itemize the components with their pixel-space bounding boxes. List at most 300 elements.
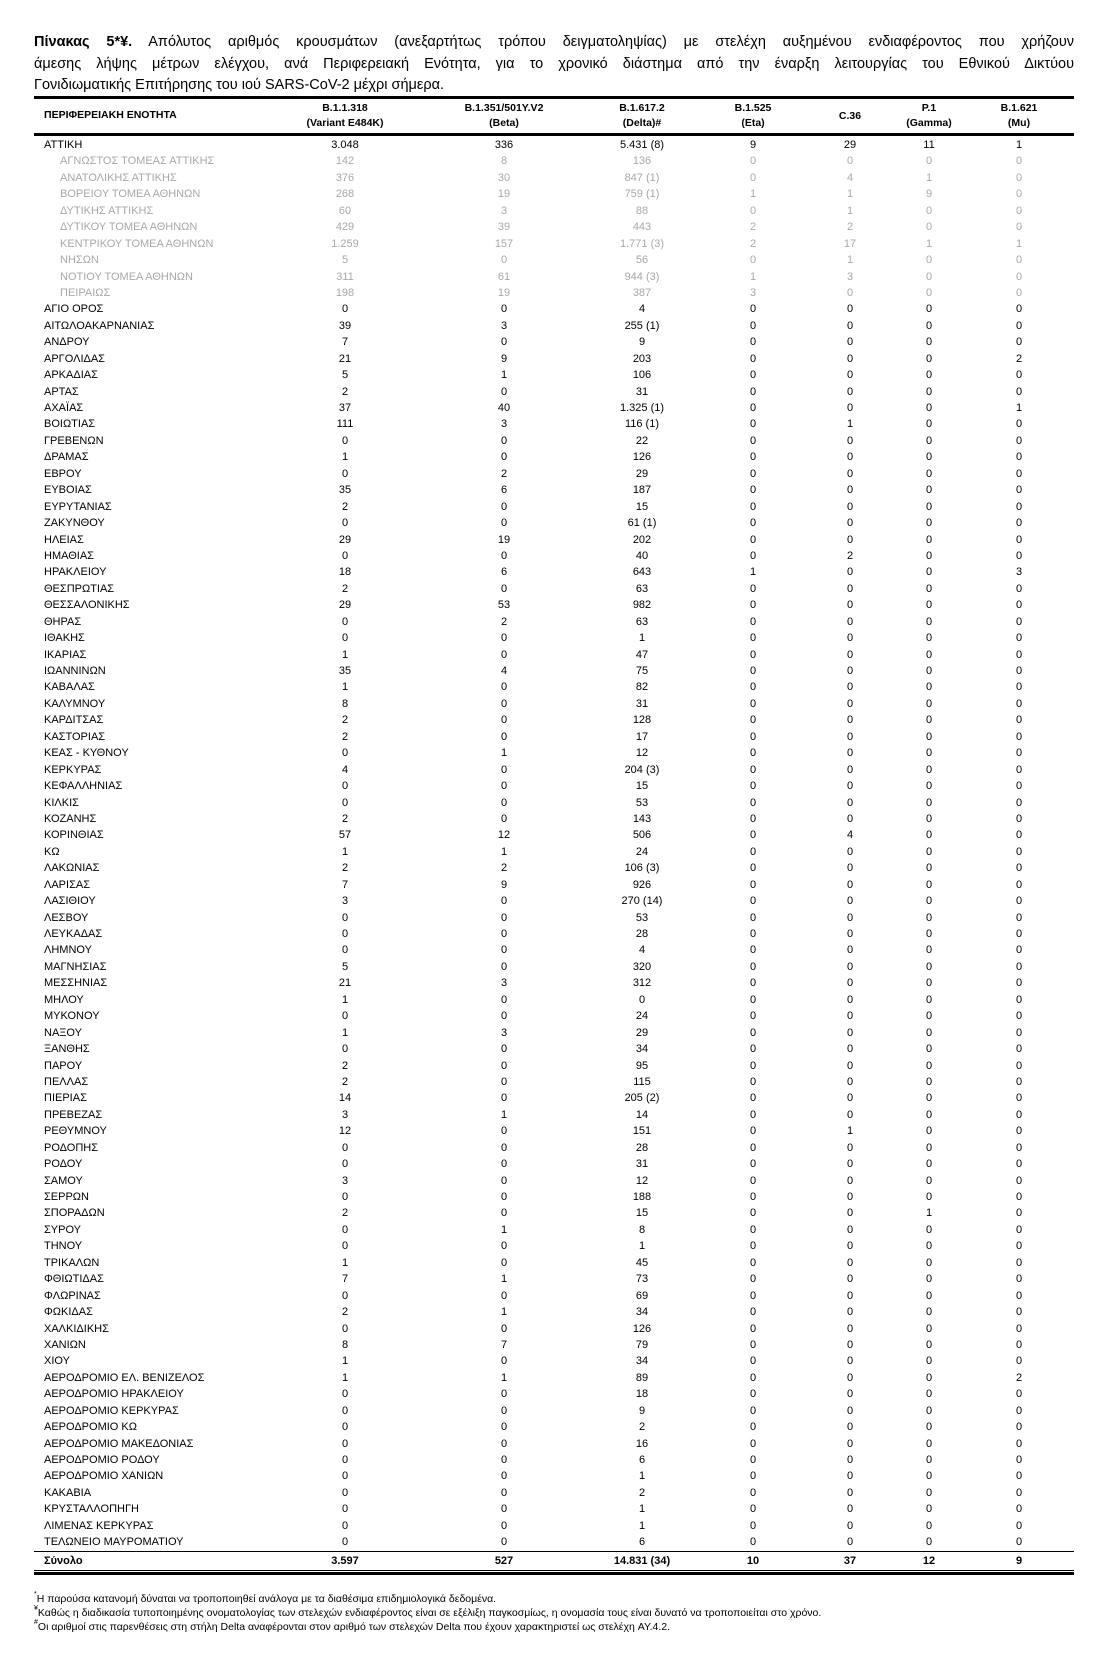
table-row: [34, 1452, 1074, 1468]
cell-value: 0: [749, 352, 757, 365]
cell-value: 31: [635, 697, 649, 710]
cell-value: 1: [638, 632, 646, 645]
cell-value: 0: [925, 1092, 933, 1105]
cell-value: 0: [1015, 1536, 1023, 1549]
cell-value: 0: [500, 944, 508, 957]
cell-value: 0: [749, 697, 757, 710]
cell-value: 0: [925, 1306, 933, 1319]
cell-value: 0: [749, 467, 757, 480]
cell-value: 0: [925, 895, 933, 908]
cell-value: 2: [500, 862, 508, 875]
cell-value: 0: [925, 336, 933, 349]
table-row: [34, 581, 1074, 597]
cell-value: 0: [1015, 1306, 1023, 1319]
cell-value: 0: [1015, 1043, 1023, 1056]
region-name: ΦΩΚΙΔΑΣ: [44, 1306, 93, 1319]
region-name: ΔΥΤΙΚΗΣ ΑΤΤΙΚΗΣ: [60, 204, 154, 217]
cell-value: 0: [749, 402, 757, 414]
cell-value: 0: [846, 1322, 854, 1335]
cell-value: 6: [638, 1454, 646, 1466]
cell-value: 11: [923, 139, 935, 151]
cell-value: 0: [500, 1421, 508, 1434]
cell-value: 3: [500, 418, 508, 431]
cell-value: 0: [749, 780, 757, 793]
region-name: ΑΙΤΩΛΟΑΚΑΡΝΑΝΙΑΣ: [44, 319, 155, 332]
table-row: [34, 532, 1074, 548]
cell-value: 34: [635, 1355, 649, 1368]
cell-value: 9: [749, 139, 757, 151]
cell-value: 312: [632, 977, 652, 990]
cell-value: 0: [846, 1010, 854, 1023]
column-header-name: P.1: [921, 102, 937, 114]
cell-value: 1: [341, 845, 349, 858]
region-name: ΠΙΕΡΙΑΣ: [44, 1092, 87, 1105]
table-row: [34, 334, 1074, 350]
cell-value: 37: [843, 1554, 857, 1567]
cell-value: 0: [846, 1486, 854, 1499]
cell-value: 0: [846, 1421, 854, 1434]
cell-value: 0: [749, 730, 757, 743]
cell-value: 0: [846, 1191, 854, 1203]
cell-value: 1: [749, 566, 757, 579]
cell-value: 0: [500, 385, 508, 398]
cell-value: 0: [749, 944, 757, 957]
cell-value: 0: [749, 977, 757, 990]
cell-value: 0: [500, 960, 508, 973]
cell-value: 1: [500, 845, 508, 858]
table-row: [34, 844, 1074, 860]
table-row: [34, 679, 1074, 695]
cell-value: 79: [635, 1338, 649, 1351]
cell-value: 0: [925, 1519, 933, 1532]
caption-label: Πίνακας 5*¥.: [34, 34, 133, 50]
cell-value: 0: [749, 336, 757, 349]
cell-value: 2: [846, 549, 854, 562]
cell-value: 0: [500, 1289, 508, 1302]
cell-value: 429: [335, 221, 355, 234]
cell-value: 0: [341, 1240, 349, 1253]
cell-value: 0: [1015, 1273, 1023, 1286]
cell-value: 0: [749, 1223, 757, 1236]
column-header: [270, 101, 420, 131]
cell-value: 0: [925, 730, 933, 743]
cell-value: 0: [846, 697, 854, 710]
column-header-name: B.1.617.2: [619, 102, 665, 114]
region-name: ΑΕΡΟΔΡΟΜΙΟ ΕΛ. ΒΕΝΙΖΕΛΟΣ: [44, 1371, 205, 1384]
cell-value: 0: [500, 812, 508, 825]
cell-value: 0: [341, 1454, 349, 1466]
cell-value: 6: [638, 1536, 646, 1549]
table-row: [34, 1156, 1074, 1172]
table-row: [34, 630, 1074, 646]
cell-value: 0: [846, 319, 854, 332]
table-row: [34, 1321, 1074, 1337]
cell-value: 1: [500, 1371, 508, 1384]
region-name: ΚΩ: [44, 845, 60, 858]
cell-value: 6: [500, 484, 508, 497]
cell-value: 0: [846, 780, 854, 793]
table-row: [34, 482, 1074, 498]
table-row: [34, 1337, 1074, 1353]
cell-value: 982: [632, 599, 652, 612]
cell-value: 0: [500, 1207, 508, 1220]
cell-value: 73: [635, 1273, 649, 1286]
cell-value: 9: [638, 1404, 646, 1417]
bottom-rule-1: [34, 1570, 1074, 1571]
cell-value: 2: [341, 1075, 349, 1088]
cell-value: 847 (1): [624, 171, 660, 184]
cell-value: 0: [749, 1421, 757, 1434]
cell-value: 21: [338, 977, 352, 990]
cell-value: 0: [846, 1141, 854, 1154]
cell-value: 0: [749, 533, 757, 546]
cell-value: 0: [749, 1026, 757, 1039]
cell-value: 106: [632, 369, 652, 382]
cell-value: 0: [925, 1026, 933, 1039]
cell-value: 0: [341, 1289, 349, 1302]
cell-value: 0: [846, 648, 854, 661]
cell-value: 0: [749, 681, 757, 694]
sub-region-row: [34, 170, 1074, 186]
sub-region-row: [34, 285, 1074, 301]
cell-value: 0: [1015, 451, 1023, 464]
cell-value: 63: [635, 582, 649, 595]
cell-value: 0: [500, 517, 508, 530]
cell-value: 0: [749, 1404, 757, 1417]
cell-value: 0: [749, 911, 757, 924]
cell-value: 6: [500, 566, 508, 579]
table-row: [34, 910, 1074, 926]
cell-value: 12: [338, 1125, 352, 1138]
cell-value: 0: [846, 944, 854, 957]
cell-value: 0: [1015, 615, 1023, 628]
cell-value: 0: [500, 1388, 508, 1401]
column-header: [429, 101, 579, 131]
cell-value: 0: [749, 878, 757, 891]
cell-value: 0: [341, 1141, 349, 1154]
table-row: [34, 449, 1074, 465]
cell-value: 126: [632, 1322, 652, 1335]
cell-value: 0: [749, 763, 757, 776]
cell-value: 0: [749, 204, 757, 217]
cell-value: 0: [925, 1437, 933, 1450]
cell-value: 0: [341, 615, 349, 628]
cell-value: 0: [1015, 747, 1023, 760]
cell-value: 0: [500, 1240, 508, 1253]
cell-value: 0: [341, 434, 349, 447]
cell-value: 0: [749, 1108, 757, 1121]
cell-value: 0: [500, 1503, 508, 1516]
cell-value: 1: [341, 451, 349, 464]
cell-value: 89: [635, 1371, 649, 1384]
cell-value: 1: [341, 681, 349, 694]
cell-value: 3.048: [331, 139, 359, 151]
cell-value: 0: [341, 1519, 349, 1532]
cell-value: 0: [749, 1141, 757, 1154]
cell-value: 0: [1015, 1223, 1023, 1236]
cell-value: 0: [925, 1240, 933, 1253]
cell-value: 0: [341, 1404, 349, 1417]
cell-value: 0: [341, 517, 349, 530]
cell-value: 0: [846, 1306, 854, 1319]
table-row: [34, 433, 1074, 449]
cell-value: 0: [1015, 270, 1023, 283]
cell-value: 0: [1015, 665, 1023, 677]
cell-value: 5: [341, 254, 349, 267]
cell-value: 3: [500, 977, 508, 990]
cell-value: 0: [1015, 1503, 1023, 1516]
cell-value: 0: [749, 1519, 757, 1532]
region-name: ΗΡΑΚΛΕΙΟΥ: [44, 566, 107, 579]
cell-value: 0: [846, 1108, 854, 1121]
table-row: [34, 827, 1074, 843]
cell-value: 268: [335, 188, 355, 201]
table-row: [34, 1386, 1074, 1402]
cell-value: 0: [341, 796, 349, 809]
cell-value: 0: [500, 1125, 508, 1138]
cell-value: 9: [500, 878, 508, 891]
region-name: ΠΡΕΒΕΖΑΣ: [44, 1108, 103, 1121]
cell-value: 0: [500, 434, 508, 447]
cell-value: 35: [338, 484, 352, 497]
region-name: ΝΟΤΙΟΥ ΤΟΜΕΑ ΑΘΗΝΩΝ: [60, 270, 193, 283]
cell-value: 0: [1015, 385, 1023, 398]
cell-value: 0: [500, 336, 508, 349]
cell-value: 0: [925, 665, 933, 677]
region-name: ΑΕΡΟΔΡΟΜΙΟ ΧΑΝΙΩΝ: [44, 1470, 164, 1483]
cell-value: 2: [341, 812, 349, 825]
cell-value: 0: [749, 303, 757, 316]
cell-value: 0: [925, 467, 933, 480]
table-row: [34, 137, 1074, 153]
variants-table: [34, 96, 1074, 1575]
cell-value: 0: [846, 665, 854, 677]
cell-value: 0: [341, 1322, 349, 1335]
table-row: [34, 795, 1074, 811]
cell-value: 0: [846, 895, 854, 908]
cell-value: 0: [925, 1108, 933, 1121]
table-row: [34, 1123, 1074, 1139]
table-row: [34, 942, 1074, 958]
cell-value: 2: [638, 1421, 646, 1434]
table-row: [34, 564, 1074, 580]
cell-value: 1: [341, 648, 349, 661]
table-row: [34, 992, 1074, 1008]
cell-value: 0: [925, 402, 933, 414]
region-name: ΚΡΥΣΤΑΛΛΟΠΗΓΗ: [44, 1503, 139, 1516]
cell-value: 39: [338, 319, 352, 332]
cell-value: 0: [749, 549, 757, 562]
cell-value: 2: [500, 615, 508, 628]
cell-value: 0: [749, 385, 757, 398]
cell-value: 7: [341, 336, 349, 349]
region-name: ΑΓΝΩΣΤΟΣ ΤΟΜΕΑΣ ΑΤΤΙΚΗΣ: [60, 155, 215, 168]
table-row: [34, 367, 1074, 383]
cell-value: 0: [500, 928, 508, 940]
cell-value: 1: [846, 188, 854, 201]
cell-value: 29: [338, 599, 352, 612]
cell-value: 0: [1015, 418, 1023, 431]
cell-value: 0: [846, 747, 854, 760]
cell-value: 1: [341, 1371, 349, 1384]
cell-value: 0: [749, 1437, 757, 1450]
cell-value: 0: [1015, 1026, 1023, 1039]
cell-value: 2: [341, 1306, 349, 1319]
cell-value: 0: [1015, 319, 1023, 332]
cell-value: 0: [925, 812, 933, 825]
cell-value: 0: [749, 1256, 757, 1269]
cell-value: 0: [500, 1174, 508, 1187]
cell-value: 0: [925, 1404, 933, 1417]
sub-region-row: [34, 203, 1074, 219]
cell-value: 30: [497, 171, 511, 184]
cell-value: 0: [1015, 188, 1023, 201]
cell-value: 0: [1015, 1108, 1023, 1121]
region-name: Σύνολο: [44, 1554, 83, 1567]
cell-value: 0: [1015, 1470, 1023, 1483]
region-name: ΧΑΝΙΩΝ: [44, 1338, 86, 1351]
cell-value: 0: [749, 451, 757, 464]
cell-value: 0: [925, 303, 933, 316]
cell-value: 0: [846, 566, 854, 579]
cell-value: 0: [749, 1059, 757, 1072]
table-row: [34, 351, 1074, 367]
table-row: [34, 515, 1074, 531]
cell-value: 57: [338, 829, 352, 842]
cell-value: 0: [1015, 648, 1023, 661]
footnote-mark: *: [34, 1591, 37, 1598]
table-row: [34, 1518, 1074, 1534]
cell-value: 1: [925, 171, 933, 184]
sub-region-row: [34, 252, 1074, 268]
region-name: ΕΒΡΟΥ: [44, 467, 82, 480]
total-row: [34, 1552, 1074, 1570]
cell-value: 0: [846, 1207, 854, 1220]
cell-value: 0: [749, 1503, 757, 1516]
cell-value: 0: [846, 599, 854, 612]
cell-value: 0: [846, 1223, 854, 1236]
cell-value: 1: [846, 204, 854, 217]
cell-value: 0: [925, 1388, 933, 1401]
table-row: [34, 811, 1074, 827]
cell-value: 0: [1015, 895, 1023, 908]
cell-value: 0: [925, 714, 933, 727]
table-row: [34, 729, 1074, 745]
region-name: ΚΕΦΑΛΛΗΝΙΑΣ: [44, 780, 123, 793]
cell-value: 2: [749, 237, 757, 250]
cell-value: 0: [925, 1141, 933, 1154]
cell-value: 0: [500, 1043, 508, 1056]
cell-value: 1: [1015, 139, 1023, 151]
cell-value: 0: [500, 895, 508, 908]
cell-value: 0: [341, 1503, 349, 1516]
region-name: ΖΑΚΥΝΘΟΥ: [44, 517, 105, 530]
table-row: [34, 597, 1074, 613]
cell-value: 0: [925, 648, 933, 661]
cell-value: 1: [500, 747, 508, 760]
cell-value: 311: [336, 270, 354, 283]
cell-value: 3: [341, 1174, 349, 1187]
region-name: ΝΑΞΟΥ: [44, 1026, 82, 1039]
cell-value: 0: [846, 1371, 854, 1384]
cell-value: 2: [846, 221, 854, 234]
cell-value: 17: [635, 730, 649, 743]
footnote-mark: #: [34, 1619, 38, 1626]
cell-value: 35: [338, 665, 352, 677]
cell-value: 0: [1015, 155, 1023, 168]
cell-value: 14: [338, 1092, 352, 1105]
cell-value: 0: [749, 1355, 757, 1368]
cell-value: 0: [1015, 286, 1023, 299]
cell-value: 1: [749, 270, 757, 283]
sub-region-row: [34, 219, 1074, 235]
cell-value: 0: [925, 1322, 933, 1335]
cell-value: 5: [341, 369, 349, 382]
cell-value: 0: [500, 763, 508, 776]
cell-value: 0: [341, 1010, 349, 1023]
footnote-text: Οι αριθμοί στις παρενθέσεις στη στήλη Delta αναφέρονται στον αριθμό των στελεχών Delta που έχουν χαρακτηριστεί ως στελέχη AY.4.2.: [37, 1621, 671, 1633]
cell-value: 0: [925, 1158, 933, 1171]
cell-value: 0: [749, 665, 757, 677]
cell-value: 0: [846, 303, 854, 316]
table-row: [34, 1419, 1074, 1435]
cell-value: 0: [846, 812, 854, 825]
table-row: [34, 1370, 1074, 1386]
cell-value: 0: [925, 582, 933, 595]
cell-value: 4: [638, 944, 646, 957]
cell-value: 0: [925, 1421, 933, 1434]
cell-value: 0: [846, 1404, 854, 1417]
region-name: ΙΩΑΝΝΙΝΩΝ: [44, 665, 106, 677]
cell-value: 0: [1015, 944, 1023, 957]
cell-value: 1: [1015, 237, 1023, 250]
cell-value: 0: [749, 796, 757, 809]
cell-value: 926: [632, 878, 652, 891]
table-row: [34, 1501, 1074, 1517]
region-name: ΑΡΓΟΛΙΔΑΣ: [44, 352, 105, 365]
cell-value: 0: [1015, 780, 1023, 793]
cell-value: 1: [638, 1503, 646, 1516]
cell-value: 0: [846, 1519, 854, 1532]
cell-value: 0: [925, 1470, 933, 1483]
cell-value: 1: [500, 1223, 508, 1236]
cell-value: 1: [341, 1256, 349, 1269]
cell-value: 28: [635, 1141, 649, 1154]
cell-value: 0: [749, 484, 757, 497]
cell-value: 116 (1): [624, 418, 660, 431]
cell-value: 3: [846, 270, 854, 283]
cell-value: 0: [500, 1470, 508, 1483]
cell-value: 15: [635, 780, 649, 793]
cell-value: 0: [925, 780, 933, 793]
cell-value: 0: [1015, 599, 1023, 612]
cell-value: 0: [1015, 1421, 1023, 1434]
cell-value: 1: [638, 1519, 646, 1532]
cell-value: 1: [500, 369, 508, 382]
cell-value: 0: [1015, 681, 1023, 694]
region-name: ΤΕΛΩΝΕΙΟ ΜΑΥΡΟΜΑΤΙΟΥ: [44, 1536, 184, 1549]
cell-value: 0: [925, 862, 933, 875]
region-name: ΚΑΣΤΟΡΙΑΣ: [44, 730, 106, 743]
cell-value: 0: [925, 1125, 933, 1138]
region-name: ΑΓΙΟ ΟΡΟΣ: [44, 303, 104, 316]
cell-value: 0: [500, 648, 508, 661]
cell-value: 0: [341, 549, 349, 562]
cell-value: 0: [846, 336, 854, 349]
cell-value: 0: [925, 1010, 933, 1023]
table-row: [34, 778, 1074, 794]
cell-value: 3: [341, 1108, 349, 1121]
